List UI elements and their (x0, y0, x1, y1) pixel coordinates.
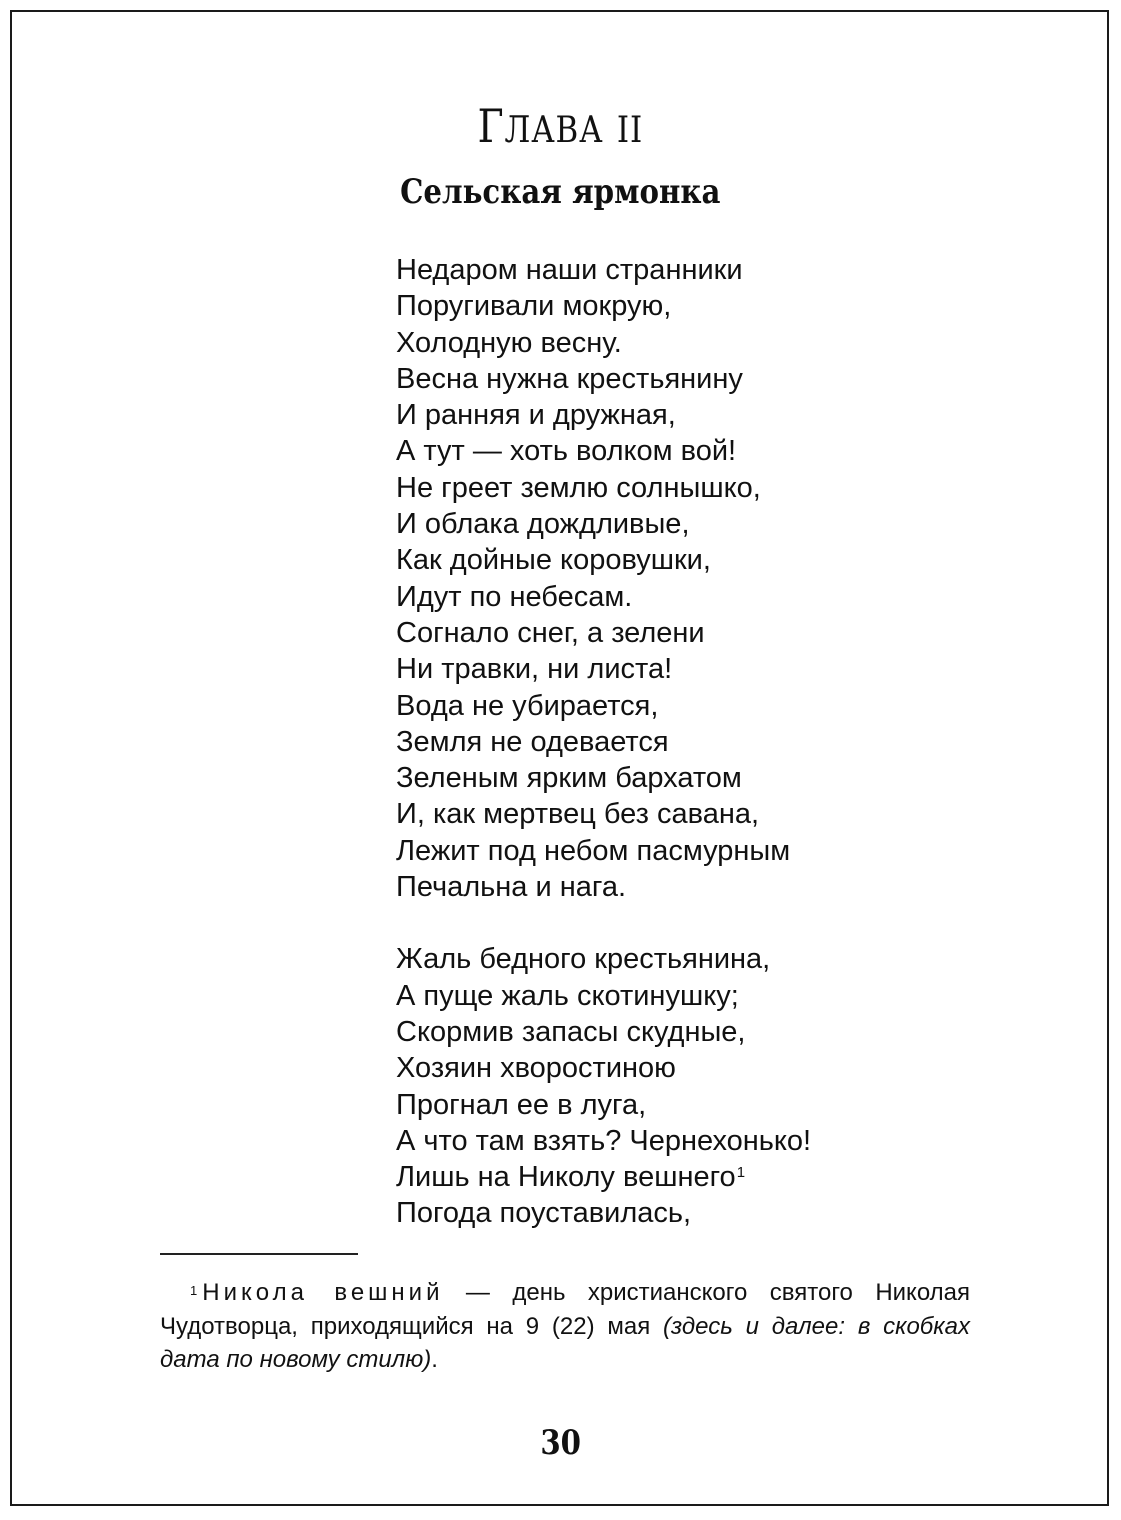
chapter-title-text: Сельская ярмонка (400, 172, 721, 212)
chapter-heading (0, 99, 1121, 153)
poem-line: Весна нужна крестьянину (396, 362, 743, 395)
poem-line: Согнало снег, а зелени (396, 616, 705, 649)
poem-line: А что там взять? Чернехонько! (396, 1124, 812, 1157)
poem-line: Скормив запасы скудные, (396, 1015, 746, 1048)
chapter-title (0, 172, 1121, 212)
footnote-end: . (431, 1346, 438, 1373)
poem-line: Недаром наши странники (396, 254, 743, 286)
poem-line: Прогнал ее в луга, (396, 1088, 647, 1121)
poem-line: Земля не одевается (396, 725, 669, 758)
poem-line-text: Лишь на Николу вешнего (396, 1161, 736, 1194)
footnote-divider (160, 1253, 358, 1255)
footnote-number: 1 (190, 1283, 198, 1298)
chapter-label-initial: Г (477, 99, 505, 153)
poem-line: И ранняя и дружная, (396, 399, 676, 432)
footnote-text: — день христианского святого Николая Чудотворца, приходящийся на 9 (22) мая (160, 1279, 970, 1340)
poem-line: Вода не убирается, (396, 689, 659, 722)
poem-line: Ни травки, ни листа! (396, 653, 673, 686)
footnote-italic-text: (здесь и далее: в скобках дата по новому стилю) (160, 1312, 970, 1373)
poem (396, 252, 811, 1232)
poem-line: Печальна и нага. (396, 871, 627, 904)
poem-line: Зеленым ярким бархатом (396, 762, 742, 795)
poem-line: Жаль бедного крестьянина, (396, 943, 771, 976)
poem-line: Лежит под небом пасмурным (396, 834, 791, 867)
chapter-numeral: II (617, 110, 644, 151)
poem-line: И облака дождливые, (396, 508, 690, 541)
page-number-text: 30 (540, 1423, 581, 1463)
footnote-reference[interactable]: 1 (736, 1164, 746, 1182)
poem-line: А пуще жаль скотинушку; (396, 979, 739, 1012)
footnote-term: Никола вешний (202, 1279, 444, 1306)
stanza-2 (396, 941, 811, 1231)
poem-line: Не греет землю солнышко, (396, 471, 761, 504)
poem-line-with-footnote (396, 1159, 811, 1195)
chapter-number (477, 99, 644, 153)
poem-line: Погода поуставилась, (396, 1197, 692, 1230)
poem-line: И, как мертвец без савана, (396, 798, 760, 831)
poem-line: Как дойные коровушки, (396, 544, 711, 577)
poem-line: Поругивали мокрую, (396, 290, 672, 323)
poem-line: А тут — хоть волком вой! (396, 435, 737, 468)
poem-line: Хозяин хворостиною (396, 1052, 676, 1085)
poem-line: Идут по небесам. (396, 580, 633, 613)
page-number (0, 1423, 1121, 1463)
chapter-label-rest: ЛАВА (504, 110, 604, 151)
stanza-1 (396, 252, 811, 905)
footnote (160, 1276, 970, 1377)
poem-line: Холодную весну. (396, 326, 622, 359)
